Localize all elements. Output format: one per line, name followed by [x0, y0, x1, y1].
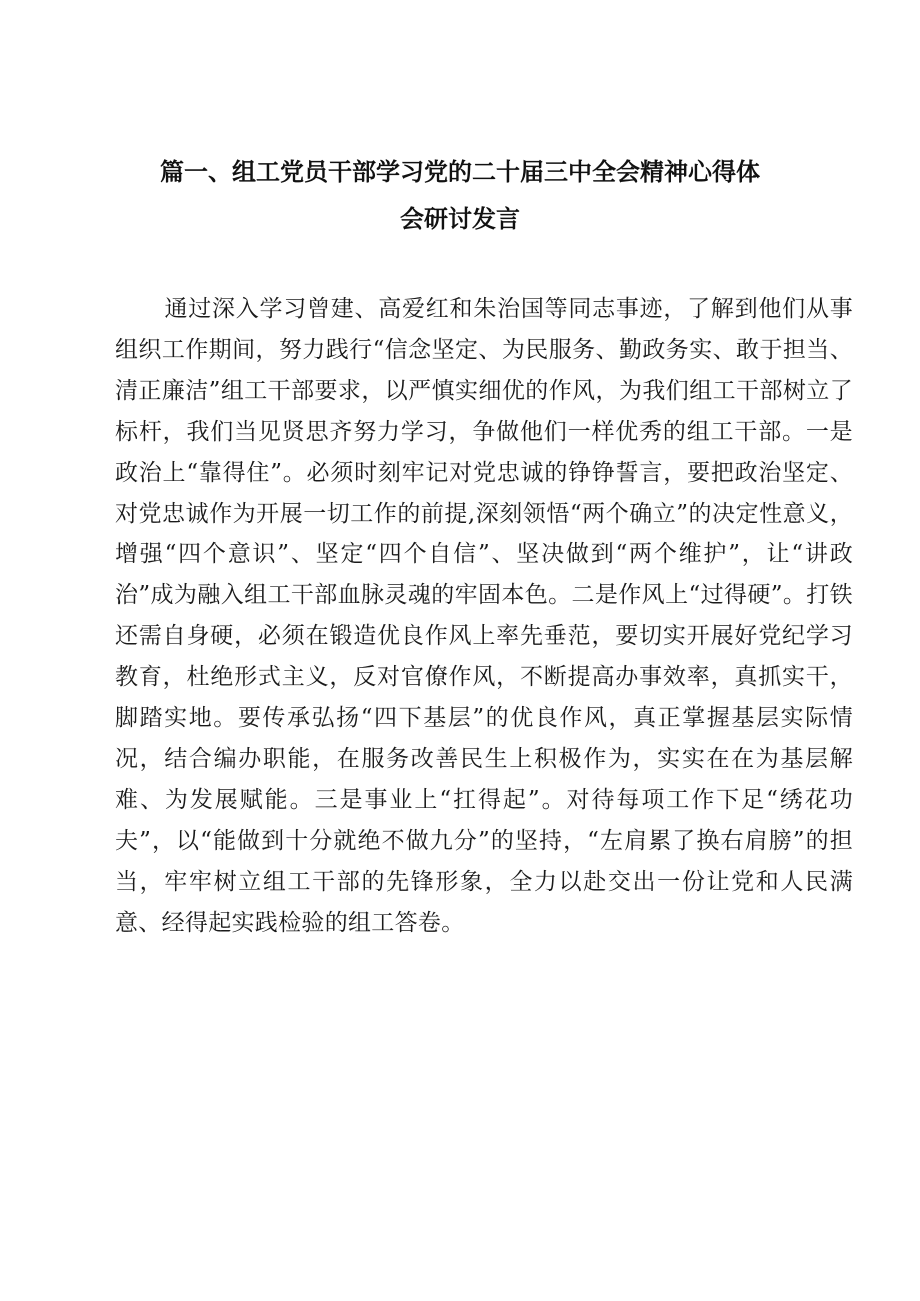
document-title-line-1: 篇一、组工党员干部学习党的二十届三中全会精神心得体 — [160, 158, 760, 186]
document-title-line-2: 会研讨发言 — [400, 205, 520, 233]
body-paragraph-text: 通过深入学习曾建、高爱红和朱治国等同志事迹，了解到他们从事组织工作期间，努力践行“信念坚定、为民服务、勤政务实、敢于担当、清正廉洁”组工干部要求，以严慎实细优的作风，为我们组工干部树立了标杆，我们当见贤思齐努力学习，争做他们一样优秀的组工干部。一是政治上“靠得住”。必须时刻牢记对党忠诚的铮铮誓言，要把政治坚定、对党忠诚作为开展一切工作的前提,深刻领悟“两个确立”的决定性意义，增强“四个意识”、坚定“四个自信”、坚决做到“两个维护”，让“讲政治”成为融入组工干部血脉灵魂的牢固本色。二是作风上“过得硬”。打铁还需自身硬，必须在锻造优良作风上率先垂范，要切实开展好党纪学习教育，杜绝形式主义，反对官僚作风，不断提高办事效率，真抓实干，脚踏实地。要传承弘扬“四下基层”的优良作风，真正掌握基层实际情况，结合编办职能，在服务改善民生上积极作为，实实在在为基层解难、为发展赋能。三是事业上“扛得起”。对待每项工作下足“绣花功夫”，以“能做到十分就绝不做九分”的坚持，“左肩累了换右肩膀”的担当，牢牢树立组工干部的先锋形象，全力以赴交出一份让党和人民满意、经得起实践检验的组工答卷。 — [115, 296, 853, 936]
body-paragraph — [115, 289, 853, 944]
